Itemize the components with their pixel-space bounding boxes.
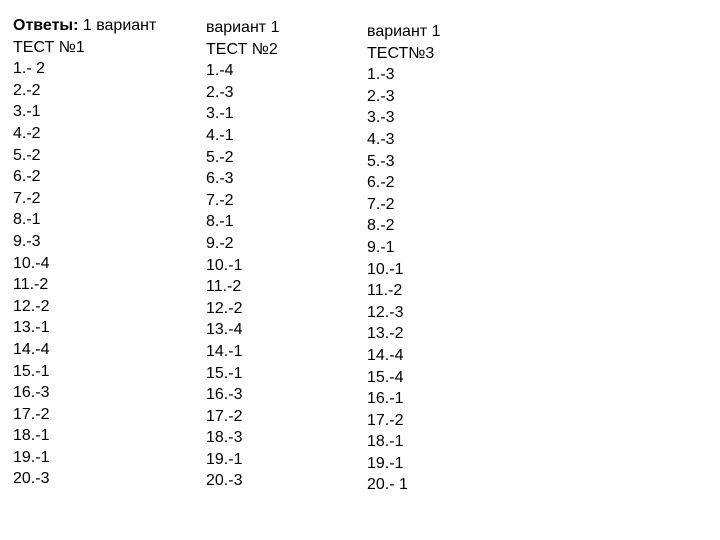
answer-item: 17.-2	[13, 405, 50, 423]
column-header: вариант 1	[367, 23, 441, 40]
answer-item: 8.-2	[367, 217, 395, 235]
answer-item: 16.-3	[206, 386, 243, 404]
answer-item: 4.-1	[206, 126, 234, 144]
answer-item: 5.-2	[13, 146, 41, 164]
column-header	[13, 15, 156, 37]
answer-item: 19.-1	[367, 454, 404, 472]
answer-item: 15.-1	[206, 364, 243, 382]
answer-item: 18.-1	[13, 427, 50, 445]
answer-item: 3.-1	[206, 105, 234, 123]
header-bold-label: Ответы:	[13, 17, 79, 34]
answer-item: 11.-2	[13, 276, 49, 294]
test-label: ТЕСТ №2	[206, 40, 278, 58]
answer-item: 10.-4	[13, 254, 50, 272]
answer-item: 2.-2	[13, 81, 41, 99]
answer-item: 20.-3	[13, 470, 50, 488]
answer-item: 5.-2	[206, 148, 234, 166]
answer-item: 19.-1	[206, 450, 243, 468]
test-label: ТЕСТ№3	[367, 44, 435, 62]
answer-item: 5.-3	[367, 152, 395, 170]
answer-item: 4.-2	[13, 124, 41, 142]
answer-item: 10.-1	[367, 260, 404, 278]
answer-item: 12.-3	[367, 303, 404, 321]
answer-item: 14.-4	[13, 340, 50, 358]
answer-item: 19.-1	[13, 448, 50, 466]
answer-item: 18.-3	[206, 429, 243, 447]
answer-item: 16.-3	[13, 384, 50, 402]
answer-item: 1.-3	[367, 66, 395, 84]
answer-item: 13.-4	[206, 321, 243, 339]
answer-item: 1.- 2	[13, 60, 46, 78]
answer-item: 3.-3	[367, 109, 395, 127]
answer-item: 2.-3	[206, 83, 234, 101]
answer-item: 4.-3	[367, 130, 395, 148]
answer-item: 14.-4	[367, 346, 404, 364]
answer-item: 7.-2	[367, 195, 395, 213]
header-variant-label: 1 вариант	[78, 17, 157, 34]
answer-item: 12.-2	[13, 297, 50, 315]
answer-item: 6.-3	[206, 170, 234, 188]
answer-item: 9.-3	[13, 232, 41, 250]
answer-item: 9.-2	[206, 234, 234, 252]
answer-item: 2.-3	[367, 87, 395, 105]
answer-item: 6.-2	[367, 174, 395, 192]
column-header: вариант 1	[206, 19, 280, 36]
answer-item: 3.-1	[13, 103, 41, 121]
answer-item: 7.-2	[13, 189, 41, 207]
answer-item: 17.-2	[367, 411, 404, 429]
answer-list	[367, 64, 440, 496]
answer-item: 6.-2	[13, 168, 41, 186]
answer-item: 13.-1	[13, 319, 50, 337]
answer-list	[13, 58, 156, 490]
answer-list	[206, 60, 279, 492]
answer-item: 16.-1	[367, 390, 404, 408]
answer-item: 18.-1	[367, 433, 404, 451]
answer-item: 11.-2	[206, 278, 242, 296]
answer-item: 7.-2	[206, 191, 234, 209]
answer-item: 13.-2	[367, 325, 404, 343]
answer-item: 15.-4	[367, 368, 404, 386]
answers-column-test-2	[206, 17, 279, 492]
test-label: ТЕСТ №1	[13, 38, 85, 56]
answer-item: 20.-3	[206, 472, 243, 490]
answer-item: 14.-1	[206, 342, 243, 360]
answer-item: 10.-1	[206, 256, 243, 274]
answer-item: 8.-1	[206, 213, 234, 231]
answer-item: 1.-4	[206, 62, 234, 80]
answer-item: 11.-2	[367, 282, 403, 300]
answer-item: 9.-1	[367, 238, 395, 256]
answer-item: 17.-2	[206, 407, 243, 425]
answer-item: 15.-1	[13, 362, 50, 380]
answer-item: 12.-2	[206, 299, 243, 317]
answer-item: 20.- 1	[367, 476, 408, 494]
answer-item: 8.-1	[13, 211, 41, 229]
answers-column-test-3	[367, 21, 440, 496]
answers-column-test-1	[13, 15, 156, 490]
